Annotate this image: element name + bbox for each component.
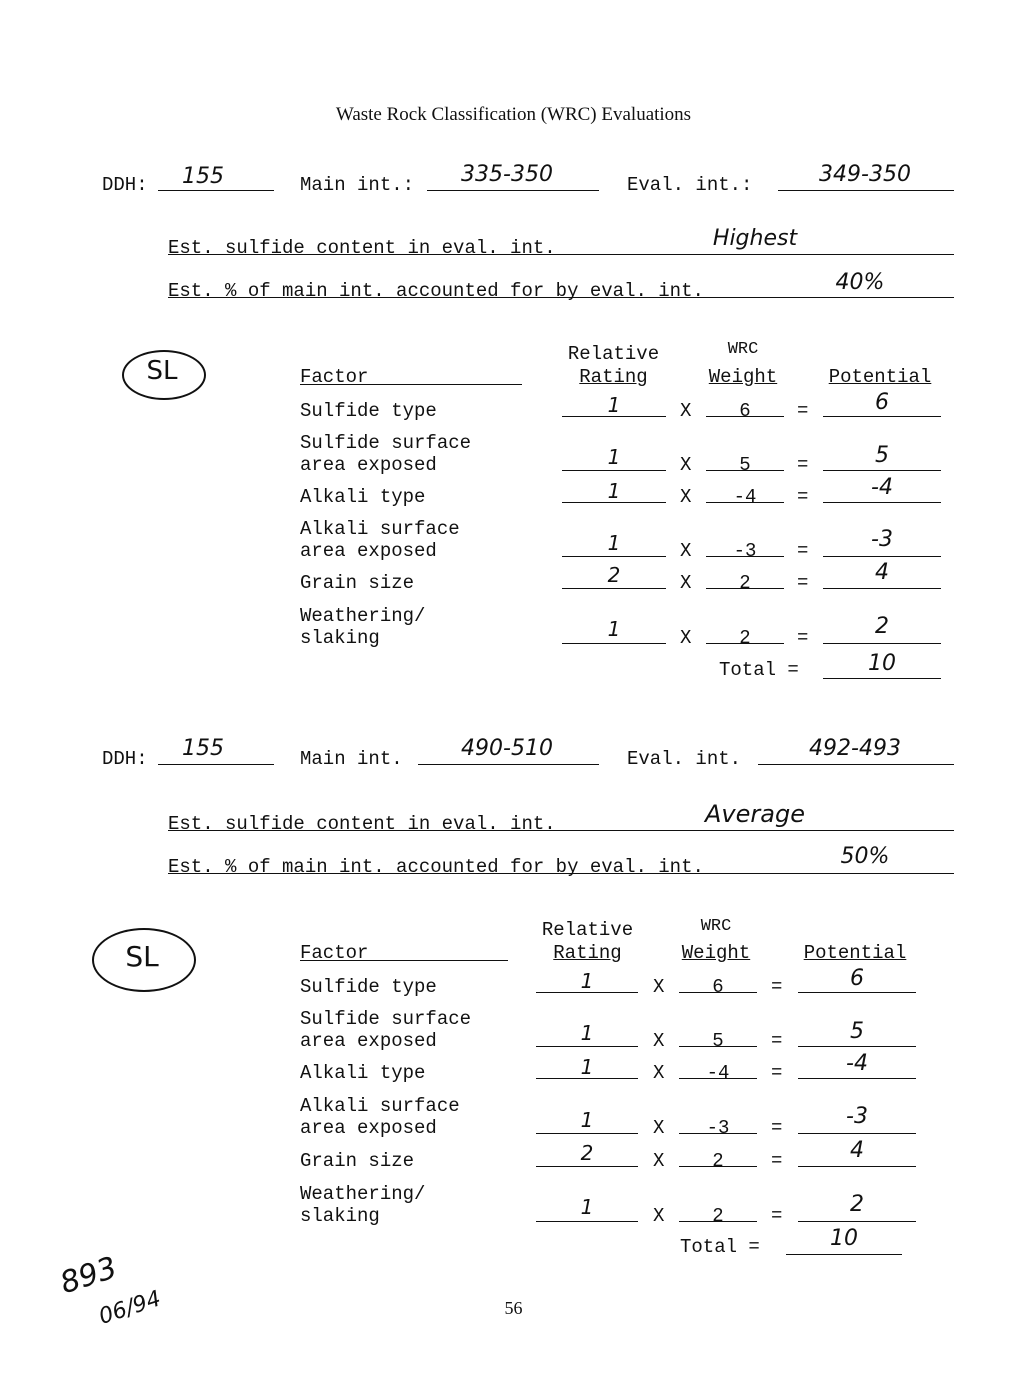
rating-value: 1 [580,1021,594,1045]
sulfide-content-label: Est. sulfide content in eval. int. [168,813,556,835]
equals-sign: = [771,1030,783,1052]
factor-name-line2: area exposed [300,1117,437,1139]
factor-name: Sulfide type [300,400,437,422]
factor-name: Grain size [300,572,415,594]
potential-value: 6 [875,390,889,415]
potential-value: 5 [875,443,889,468]
rating-value: 1 [607,393,621,417]
potential-value: 4 [875,560,889,585]
total-value: 10 [830,1226,858,1251]
weight-value: 2 [712,1205,724,1227]
wrc-header: WRC [727,340,759,359]
factor-header-line [300,940,508,961]
factor-name: Sulfide type [300,976,437,998]
sulfide-content-value: Average [705,800,805,828]
equals-sign: = [797,572,809,594]
times-sign: X [680,486,692,508]
ddh-label: DDH: [102,748,148,770]
potential-value: -4 [846,1051,868,1076]
rating-value: 1 [607,617,621,641]
factor-name-line2: slaking [300,627,380,649]
weight-value: -4 [733,486,757,508]
ddh-value: 155 [182,736,224,761]
weight-value: -3 [733,540,757,562]
times-sign: X [680,454,692,476]
weight-value: 2 [739,572,751,594]
factor-header: Factor [300,942,369,964]
sl-circle-text: SL [125,940,159,973]
times-sign: X [653,1150,665,1172]
times-sign: X [680,540,692,562]
eval-int-value: 492-493 [809,736,901,761]
weight-value: 6 [739,400,751,422]
times-sign: X [653,1117,665,1139]
sulfide-content-label: Est. sulfide content in eval. int. [168,237,556,259]
times-sign: X [653,1062,665,1084]
times-sign: X [680,572,692,594]
times-sign: X [653,976,665,998]
pct-main-value: 50% [840,844,890,869]
rating-value: 1 [580,969,594,993]
equals-sign: = [797,400,809,422]
equals-sign: = [771,1150,783,1172]
factor-name: Sulfide surface [300,1008,472,1030]
wrc-header: WRC [700,917,732,936]
page-title: Waste Rock Classification (WRC) Evaluations [335,104,692,125]
rating-header: Rating [579,366,648,388]
potential-value: 5 [850,1019,864,1044]
potential-value: -3 [846,1104,868,1129]
times-sign: X [680,400,692,422]
equals-sign: = [797,627,809,649]
potential-header: Potential [803,942,907,964]
main-int-label: Main int.: [300,174,415,196]
margin-note-line1: 893 [56,1250,122,1302]
relative-header: Relative [541,919,634,941]
eval-int-value: 349-350 [819,162,911,187]
times-sign: X [653,1030,665,1052]
ddh-value: 155 [182,164,224,189]
factor-header: Factor [300,366,369,388]
factor-name-line2: area exposed [300,454,437,476]
eval-int-label: Eval. int. [627,748,742,770]
rating-value: 1 [580,1108,594,1132]
rating-value: 1 [607,445,621,469]
rating-value: 2 [607,563,621,587]
main-int-value: 335-350 [461,162,553,187]
potential-value: 6 [850,966,864,991]
sulfide-content-field [168,808,954,831]
equals-sign: = [771,1117,783,1139]
total-label: Total = [680,1236,760,1258]
equals-sign: = [771,1205,783,1227]
rating-header: Rating [553,942,622,964]
factor-name-line2: area exposed [300,540,437,562]
equals-sign: = [797,540,809,562]
factor-name: Weathering/ [300,605,426,627]
equals-sign: = [797,486,809,508]
potential-value: 4 [850,1138,864,1163]
weight-header: Weight [681,942,751,964]
weight-value: 2 [712,1150,724,1172]
rating-value: 1 [580,1055,594,1079]
main-int-label: Main int. [300,748,403,770]
pct-main-label: Est. % of main int. accounted for by eval. int. [168,856,704,878]
pct-main-value: 40% [835,270,885,295]
weight-value: 5 [739,454,751,476]
factor-name: Alkali surface [300,518,460,540]
potential-value: -3 [871,527,893,552]
factor-name: Alkali type [300,486,426,508]
pct-main-label: Est. % of main int. accounted for by eval. int. [168,280,704,302]
equals-sign: = [797,454,809,476]
weight-header: Weight [708,366,778,388]
rating-value: 1 [580,1195,594,1219]
eval-int-label: Eval. int.: [627,174,753,196]
times-sign: X [653,1205,665,1227]
potential-header: Potential [828,366,932,388]
equals-sign: = [771,976,783,998]
rating-value: 2 [580,1141,594,1165]
sulfide-content-field [168,232,954,255]
total-value: 10 [868,651,896,676]
rating-value: 1 [607,531,621,555]
main-int-value: 490-510 [461,736,553,761]
potential-value: 2 [875,614,889,639]
equals-sign: = [771,1062,783,1084]
potential-value: 2 [850,1192,864,1217]
sulfide-content-value: Highest [712,226,798,251]
potential-value: -4 [871,475,893,500]
ddh-label: DDH: [102,174,148,196]
weight-value: 2 [739,627,751,649]
factor-name: Weathering/ [300,1183,426,1205]
factor-name: Sulfide surface [300,432,472,454]
factor-name: Alkali type [300,1062,426,1084]
factor-header-line [300,364,522,385]
factor-name-line2: area exposed [300,1030,437,1052]
rating-value: 1 [607,479,621,503]
sl-circle-text: SL [146,356,178,386]
factor-name: Alkali surface [300,1095,460,1117]
times-sign: X [680,627,692,649]
factor-name: Grain size [300,1150,415,1172]
total-label: Total = [719,659,799,681]
margin-note-line2: 06/94 [96,1286,165,1330]
factor-name-line2: slaking [300,1205,380,1227]
weight-value: -3 [706,1117,730,1139]
relative-header: Relative [567,343,660,365]
weight-value: -4 [706,1062,730,1084]
weight-value: 6 [712,976,724,998]
page-number: 56 [504,1298,523,1318]
weight-value: 5 [712,1030,724,1052]
